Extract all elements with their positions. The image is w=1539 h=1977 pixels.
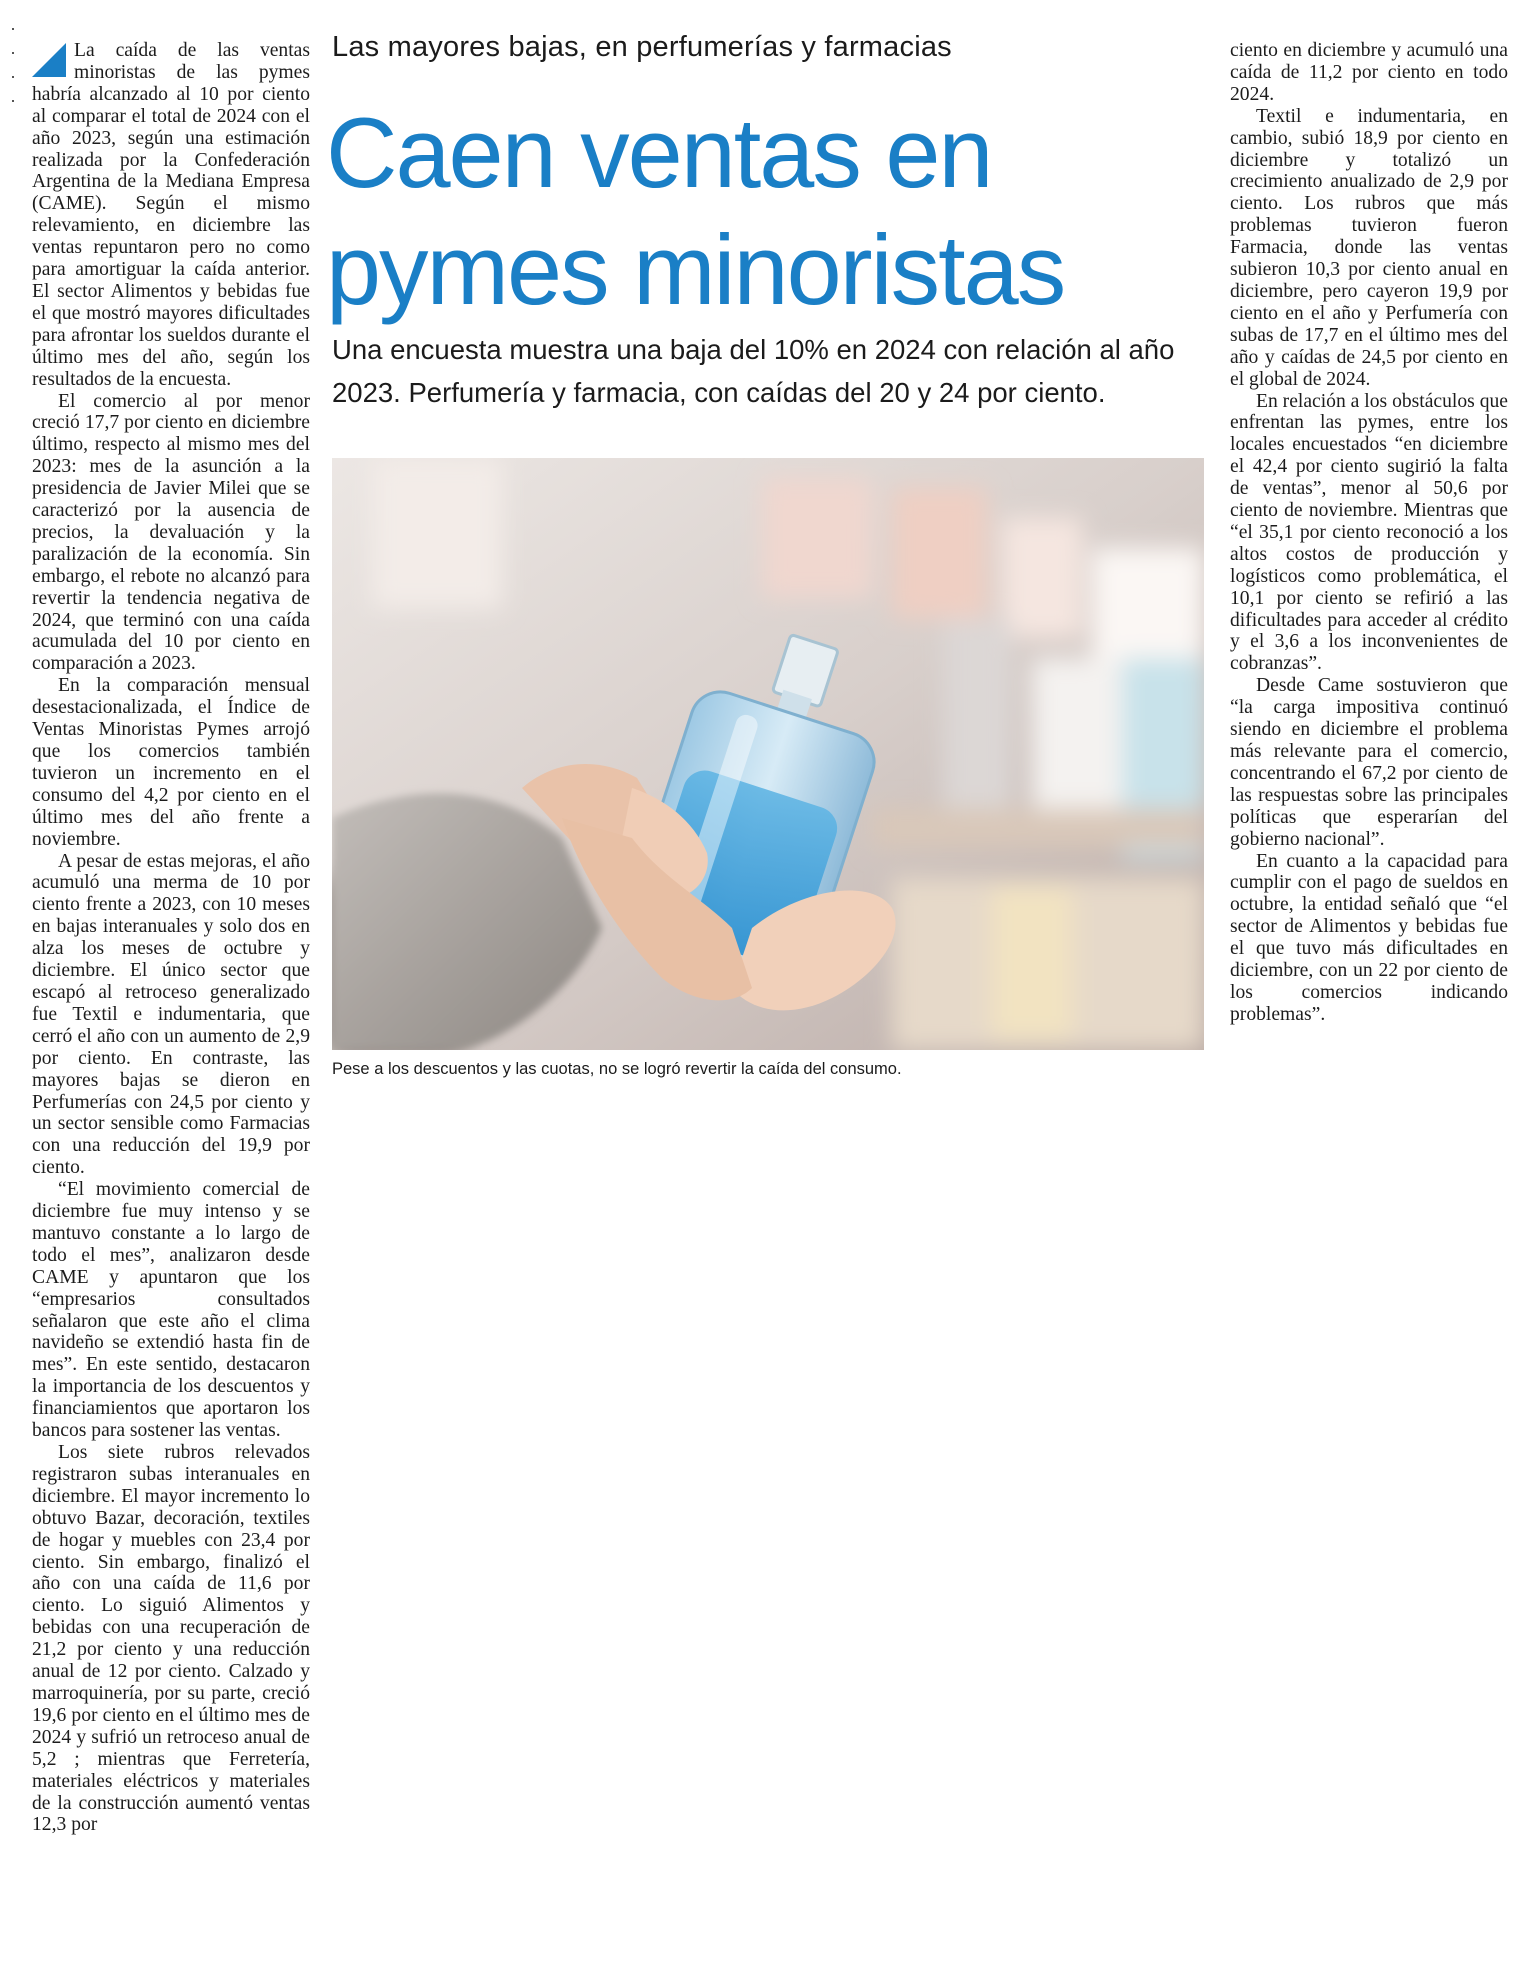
body-paragraph: En cuanto a la capacidad para cumplir con el pago de sueldos en octubre, la entidad señaló que “el sector de Alimentos y bebidas fue el que tuvo más dificultades en diciembre, con un 22 por ciento de los comercios indicando problemas”. [1230, 850, 1508, 1025]
lead-triangle-icon [32, 43, 66, 77]
kicker: Las mayores bajas, en perfumerías y farmacias [332, 31, 952, 63]
perfume-bottle-photo [332, 458, 1204, 1050]
body-paragraph: En relación a los obstáculos que enfrentan las pymes, entre los locales encuestados “en diciembre el 42,4 por ciento sugirió la falta de ventas”, menor al 50,6 por ciento de noviembre. Mientras que “el 35,1 por ciento reconoció a los altos costos de producción y logísticos como problemática, el 10,1 por ciento se refirió a las dificultades para acceder al crédito y el 3,6 a los inconvenientes de cobranzas”. [1230, 390, 1508, 675]
body-paragraph: “El movimiento comercial de diciembre fue muy intenso y se mantuvo constante a lo largo de todo el mes”, analizaron desde CAME y apuntaron que los “empresarios consultados señalaron que este año el clima navideño se extendió hasta fin de mes”. En este sentido, destacaron la importancia de los descuentos y financiamientos que aportaron los bancos para sostener las ventas. [32, 1179, 310, 1442]
deck: Una encuesta muestra una baja del 10% en 2024 con relación al año 2023. Perfumería y farmacia, con caídas del 20 y 24 por ciento. [332, 334, 1175, 408]
body-paragraph: Los siete rubros relevados registraron subas interanuales en diciembre. El mayor incremento lo obtuvo Bazar, decoración, textiles de hogar y muebles con 23,4 por ciento. Sin embargo, finalizó el año con una caída de 11,6 por ciento. Lo siguió Alimentos y bebidas con una recuperación de 21,2 por ciento y una reducción anual de 12 por ciento. Calzado y marroquinería, por su parte, creció 19,6 por ciento en el último mes de 2024 y sufrió un retroceso anual de 5,2 ; mientras que Ferretería, materiales eléctricos y materiales de la construcción aumentó ventas 12,3 por [32, 1442, 310, 1836]
margin-ticks [12, 28, 14, 124]
body-paragraph: Desde Came sostuvieron que “la carga impositiva continuó siendo en diciembre el problema más relevante para el comercio, concentrando el 67,2 por ciento de las respuestas sobre las principales políticas que esperarían del gobierno nacional”. [1230, 675, 1508, 850]
left-column [32, 40, 310, 1836]
headline: Caen ventas en pymes minoristas [326, 97, 1065, 325]
body-paragraph: En la comparación mensual desestacionalizada, el Índice de Ventas Minoristas Pymes arrojó que los comercios también tuvieron un incremento en el consumo del 4,2 por ciento en el último mes del año frente a noviembre. [32, 675, 310, 850]
right-column [1230, 40, 1508, 1026]
body-paragraph: A pesar de estas mejoras, el año acumuló una merma de 10 por ciento frente a 2023, con 10 meses en bajas interanuales y solo dos en alza los meses de octubre y diciembre. El único sector que escapó al retroceso generalizado fue Textil e indumentaria, que cerró el año con un aumento de 2,9 por ciento. En contraste, las mayores bajas se dieron en Perfumerías con 24,5 por ciento y un sector sensible como Farmacias con una reducción del 19,9 por ciento. [32, 850, 310, 1179]
photo-caption: Pese a los descuentos y las cuotas, no se logró revertir la caída del consumo. [332, 1060, 902, 1078]
lead-paragraph: La caída de las ventas minoristas de las pymes habría alcanzado al 10 por ciento al comparar el total de 2024 con el año 2023, según una estimación realizada por la Confederación Argentina de la Mediana Empresa (CAME). Según el mismo relevamiento, en diciembre las ventas repuntaron pero no como para amortiguar la caída anterior. El sector Alimentos y bebidas fue el que mostró mayores dificultades para afrontar los sueldos durante el último mes del año, según los resultados de la encuesta. [32, 40, 310, 390]
body-paragraph: ciento en diciembre y acumuló una caída de 11,2 por ciento en todo 2024. [1230, 40, 1508, 105]
article-photo [332, 458, 1204, 1050]
body-paragraph: El comercio al por menor creció 17,7 por ciento en diciembre último, respecto al mismo mes del 2023: mes de la asunción a la presidencia de Javier Milei que se caracterizó por la ausencia de precios, la devaluación y la paralización de la economía. Sin embargo, el rebote no alcanzó para revertir la tendencia negativa de 2024, que terminó con una caída acumulada del 10 por ciento en comparación a 2023. [32, 390, 310, 675]
body-paragraph: Textil e indumentaria, en cambio, subió 18,9 por ciento en diciembre y totalizó un crecimiento anualizado de 2,9 por ciento. Los rubros que más problemas tuvieron fueron Farmacia, donde las ventas subieron 10,3 por ciento anual en diciembre, pero cayeron 19,9 por ciento en el año y Perfumería con subas de 17,7 en el último mes del año y caídas de 24,5 por ciento en el global de 2024. [1230, 105, 1508, 390]
